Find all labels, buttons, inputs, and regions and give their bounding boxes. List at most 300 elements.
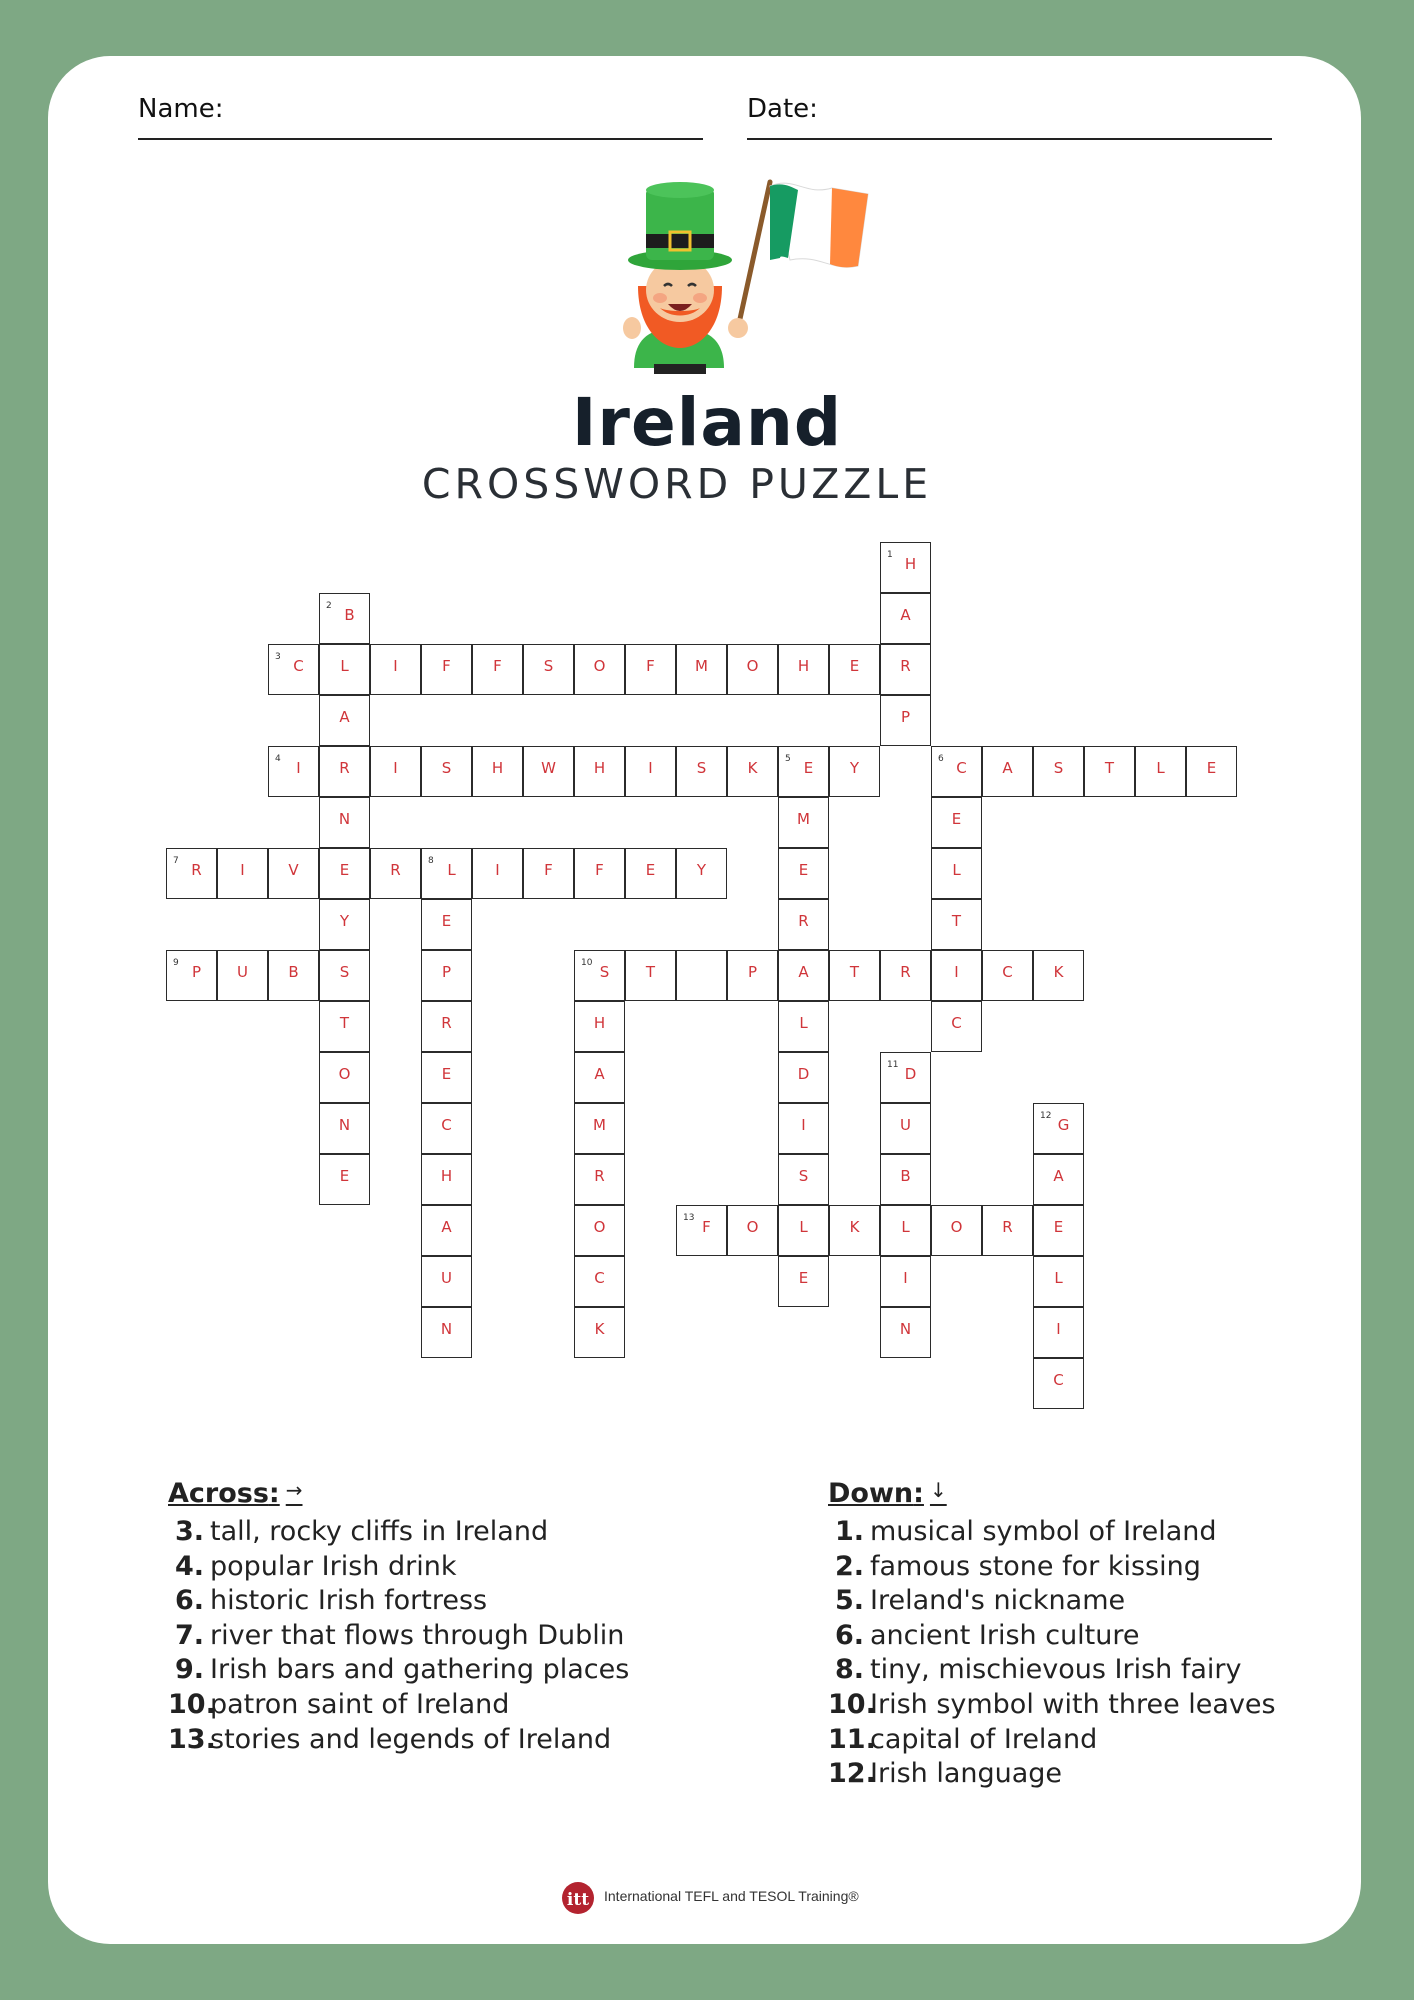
cell-letter: T [951, 912, 962, 930]
clue-number: 3. [174, 1516, 204, 1547]
crossword-cell[interactable] [625, 746, 676, 797]
clue-text: river that flows through Dublin [210, 1619, 625, 1651]
crossword-cell[interactable] [523, 848, 574, 899]
crossword-cell[interactable] [421, 950, 472, 1001]
cell-letter: P [441, 963, 452, 981]
crossword-cell[interactable] [421, 1052, 472, 1103]
across-clues [168, 1478, 629, 1757]
cell-letter: K [747, 759, 758, 777]
crossword-cell[interactable] [472, 848, 523, 899]
clue-text: capital of Ireland [870, 1723, 1098, 1755]
cell-letter: L [340, 657, 349, 675]
cell-letter: Y [696, 861, 707, 879]
cell-letter: A [594, 1065, 605, 1083]
cell-letter: E [798, 1269, 809, 1287]
cell-number: 7 [173, 856, 179, 866]
cell-letter: S [339, 963, 350, 981]
cell-letter: L [799, 1014, 808, 1032]
across-clue [168, 1619, 629, 1654]
cell-letter: E [441, 912, 452, 930]
cell-letter: E [1053, 1218, 1064, 1236]
clue-text: historic Irish fortress [210, 1585, 488, 1617]
cell-letter: L [952, 861, 961, 879]
crossword-cell[interactable] [574, 644, 625, 695]
crossword-cell[interactable] [217, 848, 268, 899]
cell-letter: K [1053, 963, 1064, 981]
crossword-cell[interactable] [1033, 1103, 1084, 1154]
cell-letter: P [900, 708, 911, 726]
clue-number: 1. [834, 1516, 864, 1547]
leprechaun-flag-illustration [620, 178, 880, 388]
clue-text: musical symbol of Ireland [870, 1516, 1217, 1547]
crossword-cell[interactable] [1033, 1154, 1084, 1205]
clue-number: 8. [834, 1654, 864, 1686]
cell-letter: R [1002, 1218, 1013, 1236]
cell-letter: L [901, 1218, 910, 1236]
crossword-cell[interactable] [880, 542, 931, 593]
crossword-cell[interactable] [166, 848, 217, 899]
crossword-cell[interactable] [1135, 746, 1186, 797]
cell-letter: I [954, 963, 959, 981]
cell-letter: I [495, 861, 500, 879]
cell-letter: S [798, 1167, 809, 1185]
cell-number: 4 [275, 754, 281, 764]
cell-letter: H [593, 1014, 606, 1032]
cell-letter: A [900, 606, 911, 624]
cell-letter: S [543, 657, 554, 675]
cell-letter: R [191, 861, 202, 879]
crossword-cell[interactable] [472, 644, 523, 695]
down-clue [828, 1688, 1276, 1723]
crossword-cell[interactable] [319, 746, 370, 797]
cell-letter: E [339, 861, 350, 879]
cell-letter: N [899, 1320, 912, 1338]
across-clue [168, 1584, 629, 1619]
cell-letter: H [491, 759, 504, 777]
clue-text: ancient Irish culture [870, 1619, 1140, 1651]
crossword-cell[interactable] [370, 848, 421, 899]
crossword-cell[interactable] [931, 746, 982, 797]
cell-letter: I [903, 1269, 908, 1287]
clue-number: 12. [828, 1758, 876, 1790]
crossword-cell[interactable] [880, 1256, 931, 1307]
cell-letter: R [339, 759, 350, 777]
cell-letter: P [747, 963, 758, 981]
cell-number: 12 [1040, 1111, 1052, 1121]
crossword-cell[interactable] [931, 1001, 982, 1052]
clue-number: 6. [834, 1619, 864, 1651]
cell-letter: U [441, 1269, 452, 1287]
down-clue [828, 1550, 1276, 1585]
cell-number: 9 [173, 958, 179, 968]
page-subtitle: CROSSWORD PUZZLE [421, 460, 933, 508]
cell-letter: M [797, 810, 810, 828]
page-title: Ireland [571, 384, 843, 461]
cell-letter: N [338, 1116, 351, 1134]
crossword-cell[interactable] [472, 746, 523, 797]
clue-number: 6. [174, 1585, 204, 1617]
cell-letter: I [393, 759, 398, 777]
crossword-cell[interactable] [319, 1154, 370, 1205]
down-clue [828, 1619, 1276, 1654]
cell-letter: S [599, 963, 610, 981]
crossword-cell[interactable] [166, 950, 217, 1001]
crossword-cell[interactable] [574, 1103, 625, 1154]
clue-text: popular Irish drink [210, 1550, 457, 1582]
cell-letter: I [296, 759, 301, 777]
cell-letter: C [594, 1269, 605, 1287]
cell-letter: A [798, 963, 809, 981]
crossword-cell[interactable] [1084, 746, 1135, 797]
crossword-cell[interactable] [268, 746, 319, 797]
clue-number: 11. [828, 1723, 876, 1755]
cell-letter: C [956, 759, 967, 777]
crossword-cell[interactable] [574, 1154, 625, 1205]
crossword-cell[interactable] [319, 695, 370, 746]
crossword-cell[interactable] [880, 644, 931, 695]
crossword-cell[interactable] [1033, 1307, 1084, 1358]
cell-letter: H [440, 1167, 453, 1185]
clue-number: 10. [828, 1688, 876, 1720]
down-clue [828, 1723, 1276, 1758]
crossword-cell[interactable] [1033, 1205, 1084, 1256]
cell-letter: V [288, 861, 299, 879]
cell-letter: H [797, 657, 810, 675]
crossword-cell[interactable] [319, 644, 370, 695]
clue-text: famous stone for kissing [870, 1550, 1201, 1582]
crossword-cell[interactable] [574, 1052, 625, 1103]
cell-number: 5 [785, 754, 791, 764]
cell-letter: H [904, 555, 917, 573]
crossword-cell[interactable] [370, 644, 421, 695]
crossword-cell[interactable] [931, 797, 982, 848]
crossword-cell[interactable] [676, 1205, 727, 1256]
cell-number: 10 [581, 958, 593, 968]
cell-letter: F [646, 657, 655, 675]
cell-letter: A [339, 708, 350, 726]
cell-letter: E [1206, 759, 1217, 777]
across-heading: Across: → [168, 1478, 303, 1509]
cell-letter: G [1057, 1116, 1070, 1134]
cell-letter: O [746, 657, 759, 675]
crossword-cell[interactable] [268, 848, 319, 899]
footer-text: International TEFL and TESOL Training® [604, 1888, 859, 1904]
crossword-cell[interactable] [1186, 746, 1237, 797]
cell-letter: S [696, 759, 707, 777]
crossword-cell[interactable] [829, 746, 880, 797]
crossword-cell[interactable] [319, 899, 370, 950]
crossword-cell[interactable] [880, 1103, 931, 1154]
cell-letter: O [746, 1218, 759, 1236]
clue-number: 9. [174, 1654, 204, 1686]
cell-letter: D [904, 1065, 917, 1083]
crossword-cell[interactable] [574, 1307, 625, 1358]
cell-letter: M [593, 1116, 606, 1134]
crossword-cell[interactable] [778, 899, 829, 950]
cell-number: 8 [428, 856, 434, 866]
crossword-cell[interactable] [982, 950, 1033, 1001]
cell-letter: B [344, 606, 355, 624]
crossword-cell[interactable] [676, 848, 727, 899]
cell-letter: I [801, 1116, 806, 1134]
crossword-cell[interactable] [931, 848, 982, 899]
cell-letter: O [593, 657, 606, 675]
crossword-cell[interactable] [421, 1307, 472, 1358]
crossword-cell[interactable] [778, 848, 829, 899]
arrow-down-icon: ↓ [929, 1478, 947, 1502]
cell-letter: F [595, 861, 604, 879]
cell-number: 11 [887, 1060, 899, 1070]
footer-logo [556, 1876, 859, 1916]
cell-letter: Y [339, 912, 350, 930]
cell-letter: O [338, 1065, 351, 1083]
cell-letter: S [1053, 759, 1064, 777]
crossword-cell[interactable] [421, 644, 472, 695]
crossword-cell[interactable] [829, 1205, 880, 1256]
cell-letter: F [702, 1218, 711, 1236]
crossword-cell[interactable] [1033, 950, 1084, 1001]
cell-letter: U [237, 963, 248, 981]
cell-letter: C [1053, 1371, 1064, 1389]
clue-text: stories and legends of Ireland [210, 1723, 612, 1755]
crossword-cell[interactable] [421, 899, 472, 950]
crossword-cell[interactable] [421, 1103, 472, 1154]
cell-letter: K [849, 1218, 860, 1236]
crossword-cell[interactable] [319, 1103, 370, 1154]
crossword-cell[interactable] [523, 644, 574, 695]
cell-letter: I [240, 861, 245, 879]
crossword-cell[interactable] [778, 1103, 829, 1154]
crossword-cell[interactable] [217, 950, 268, 1001]
down-clue [828, 1653, 1276, 1688]
clue-text: patron saint of Ireland [210, 1688, 510, 1720]
crossword-cell[interactable] [421, 1154, 472, 1205]
cell-letter: O [950, 1218, 963, 1236]
crossword-cell[interactable] [727, 746, 778, 797]
crossword-cell[interactable] [778, 644, 829, 695]
cell-letter: A [1053, 1167, 1064, 1185]
cell-letter: R [900, 657, 911, 675]
crossword-cell[interactable] [625, 950, 676, 1001]
crossword-cell[interactable] [625, 848, 676, 899]
crossword-cell[interactable] [1033, 1358, 1084, 1409]
cell-number: 1 [887, 550, 893, 560]
cell-letter: C [293, 657, 304, 675]
down-clue [828, 1757, 1276, 1792]
across-clue [168, 1723, 629, 1758]
cell-letter: N [440, 1320, 453, 1338]
cell-letter: I [648, 759, 653, 777]
cell-letter: F [493, 657, 502, 675]
clue-text: tiny, mischievous Irish fairy [870, 1654, 1242, 1686]
crossword-cell[interactable] [370, 746, 421, 797]
crossword-cell[interactable] [727, 1205, 778, 1256]
cell-letter: I [1056, 1320, 1061, 1338]
cell-letter: I [393, 657, 398, 675]
crossword-cell[interactable] [880, 1154, 931, 1205]
crossword-cell[interactable] [982, 1205, 1033, 1256]
clue-text: Irish language [870, 1758, 1063, 1790]
crossword-cell[interactable] [778, 746, 829, 797]
crossword-cell[interactable] [319, 950, 370, 1001]
cell-letter: L [799, 1218, 808, 1236]
name-field[interactable] [138, 138, 703, 140]
across-clue [168, 1653, 629, 1688]
crossword-cell[interactable] [880, 695, 931, 746]
across-clue [168, 1688, 629, 1723]
cell-letter: R [441, 1014, 452, 1032]
crossword-cell[interactable] [421, 848, 472, 899]
cell-letter: S [441, 759, 452, 777]
crossword-cell[interactable] [880, 593, 931, 644]
down-clues [828, 1478, 1276, 1792]
crossword-cell[interactable] [676, 644, 727, 695]
crossword-cell[interactable] [880, 1052, 931, 1103]
clue-text: Irish symbol with three leaves [870, 1688, 1276, 1720]
clue-number: 13. [168, 1723, 216, 1755]
cell-letter: H [593, 759, 606, 777]
clue-number: 10. [168, 1688, 216, 1720]
cell-letter: L [1156, 759, 1165, 777]
crossword-cell[interactable] [421, 1205, 472, 1256]
name-label: Name: [138, 94, 224, 124]
across-clue [168, 1515, 629, 1550]
crossword-cell[interactable] [574, 746, 625, 797]
crossword-cell[interactable] [829, 950, 880, 1001]
clue-number: 7. [174, 1619, 204, 1651]
cell-letter: C [441, 1116, 452, 1134]
crossword-cell[interactable] [676, 746, 727, 797]
crossword-cell[interactable] [268, 950, 319, 1001]
cell-letter: A [1002, 759, 1013, 777]
cell-letter: E [951, 810, 962, 828]
crossword-cell[interactable] [931, 950, 982, 1001]
cell-letter: R [798, 912, 809, 930]
crossword-cell[interactable] [778, 797, 829, 848]
crossword-cell[interactable] [319, 1001, 370, 1052]
clue-text: tall, rocky cliffs in Ireland [210, 1516, 549, 1547]
clue-number: 2. [834, 1550, 864, 1582]
crossword-cell[interactable] [778, 1256, 829, 1307]
clue-number: 5. [834, 1585, 864, 1617]
crossword-cell[interactable] [625, 644, 676, 695]
crossword-cell[interactable] [676, 950, 727, 1001]
cell-letter: E [441, 1065, 452, 1083]
cell-number: 3 [275, 652, 281, 662]
crossword-cell[interactable] [880, 1205, 931, 1256]
crossword-cell[interactable] [778, 1001, 829, 1052]
cell-letter: R [900, 963, 911, 981]
crossword-cell[interactable] [880, 950, 931, 1001]
down-clue [828, 1515, 1276, 1550]
cell-letter: C [951, 1014, 962, 1032]
cell-letter: T [339, 1014, 350, 1032]
crossword-cell[interactable] [421, 1001, 472, 1052]
cell-letter: D [797, 1065, 810, 1083]
crossword-cell[interactable] [319, 797, 370, 848]
crossword-cell[interactable] [727, 950, 778, 1001]
crossword-cell[interactable] [778, 950, 829, 1001]
cell-letter: N [338, 810, 351, 828]
crossword-cell[interactable] [727, 644, 778, 695]
cell-letter: K [594, 1320, 605, 1338]
svg-text:itt: itt [566, 1890, 590, 1910]
crossword-cell[interactable] [778, 1052, 829, 1103]
cell-letter: T [645, 963, 656, 981]
crossword-cell[interactable] [574, 1205, 625, 1256]
date-label: Date: [747, 94, 818, 124]
cell-letter: O [593, 1218, 606, 1236]
down-clue [828, 1584, 1276, 1619]
crossword-cell[interactable] [574, 1256, 625, 1307]
cell-letter: M [695, 657, 708, 675]
cell-letter: C [1002, 963, 1013, 981]
cell-number: 2 [326, 601, 332, 611]
cell-letter: R [390, 861, 401, 879]
clue-text: Ireland's nickname [870, 1585, 1126, 1617]
crossword-cell[interactable] [421, 1256, 472, 1307]
cell-letter: L [447, 861, 456, 879]
cell-letter: B [288, 963, 299, 981]
crossword-cell[interactable] [319, 848, 370, 899]
clue-number: 4. [174, 1550, 204, 1582]
crossword-cell[interactable] [574, 1001, 625, 1052]
crossword-cell[interactable] [421, 746, 472, 797]
crossword-cell[interactable] [319, 1052, 370, 1103]
crossword-cell[interactable] [778, 1154, 829, 1205]
crossword-cell[interactable] [268, 644, 319, 695]
cell-letter: E [339, 1167, 350, 1185]
cell-letter: Y [849, 759, 860, 777]
cell-letter: T [849, 963, 860, 981]
across-clue [168, 1550, 629, 1585]
clue-text: Irish bars and gathering places [210, 1654, 630, 1686]
crossword-cell[interactable] [319, 593, 370, 644]
arrow-right-icon: → [285, 1478, 303, 1502]
cell-number: 6 [938, 754, 944, 764]
cell-letter: E [645, 861, 656, 879]
crossword-cell[interactable] [931, 1205, 982, 1256]
crossword-cell[interactable] [523, 746, 574, 797]
cell-letter: E [849, 657, 860, 675]
crossword-cell[interactable] [829, 644, 880, 695]
crossword-cell[interactable] [1033, 746, 1084, 797]
crossword-cell[interactable] [574, 950, 625, 1001]
crossword-cell[interactable] [574, 848, 625, 899]
crossword-cell[interactable] [778, 1205, 829, 1256]
itt-logo-icon [556, 1876, 600, 1916]
cell-number: 13 [683, 1213, 695, 1223]
crossword-cell[interactable] [931, 899, 982, 950]
crossword-cell[interactable] [1033, 1256, 1084, 1307]
crossword-cell[interactable] [982, 746, 1033, 797]
crossword-cell[interactable] [880, 1307, 931, 1358]
date-field[interactable] [747, 138, 1272, 140]
cell-letter: W [541, 759, 556, 777]
cell-letter: P [191, 963, 202, 981]
cell-letter: L [1054, 1269, 1063, 1287]
cell-letter: R [594, 1167, 605, 1185]
cell-letter: F [544, 861, 553, 879]
cell-letter: B [900, 1167, 911, 1185]
cell-letter: E [803, 759, 814, 777]
cell-letter: T [1104, 759, 1115, 777]
cell-letter: U [900, 1116, 911, 1134]
down-heading: Down: ↓ [828, 1478, 947, 1509]
cell-letter: E [798, 861, 809, 879]
cell-letter: F [442, 657, 451, 675]
cell-letter: A [441, 1218, 452, 1236]
